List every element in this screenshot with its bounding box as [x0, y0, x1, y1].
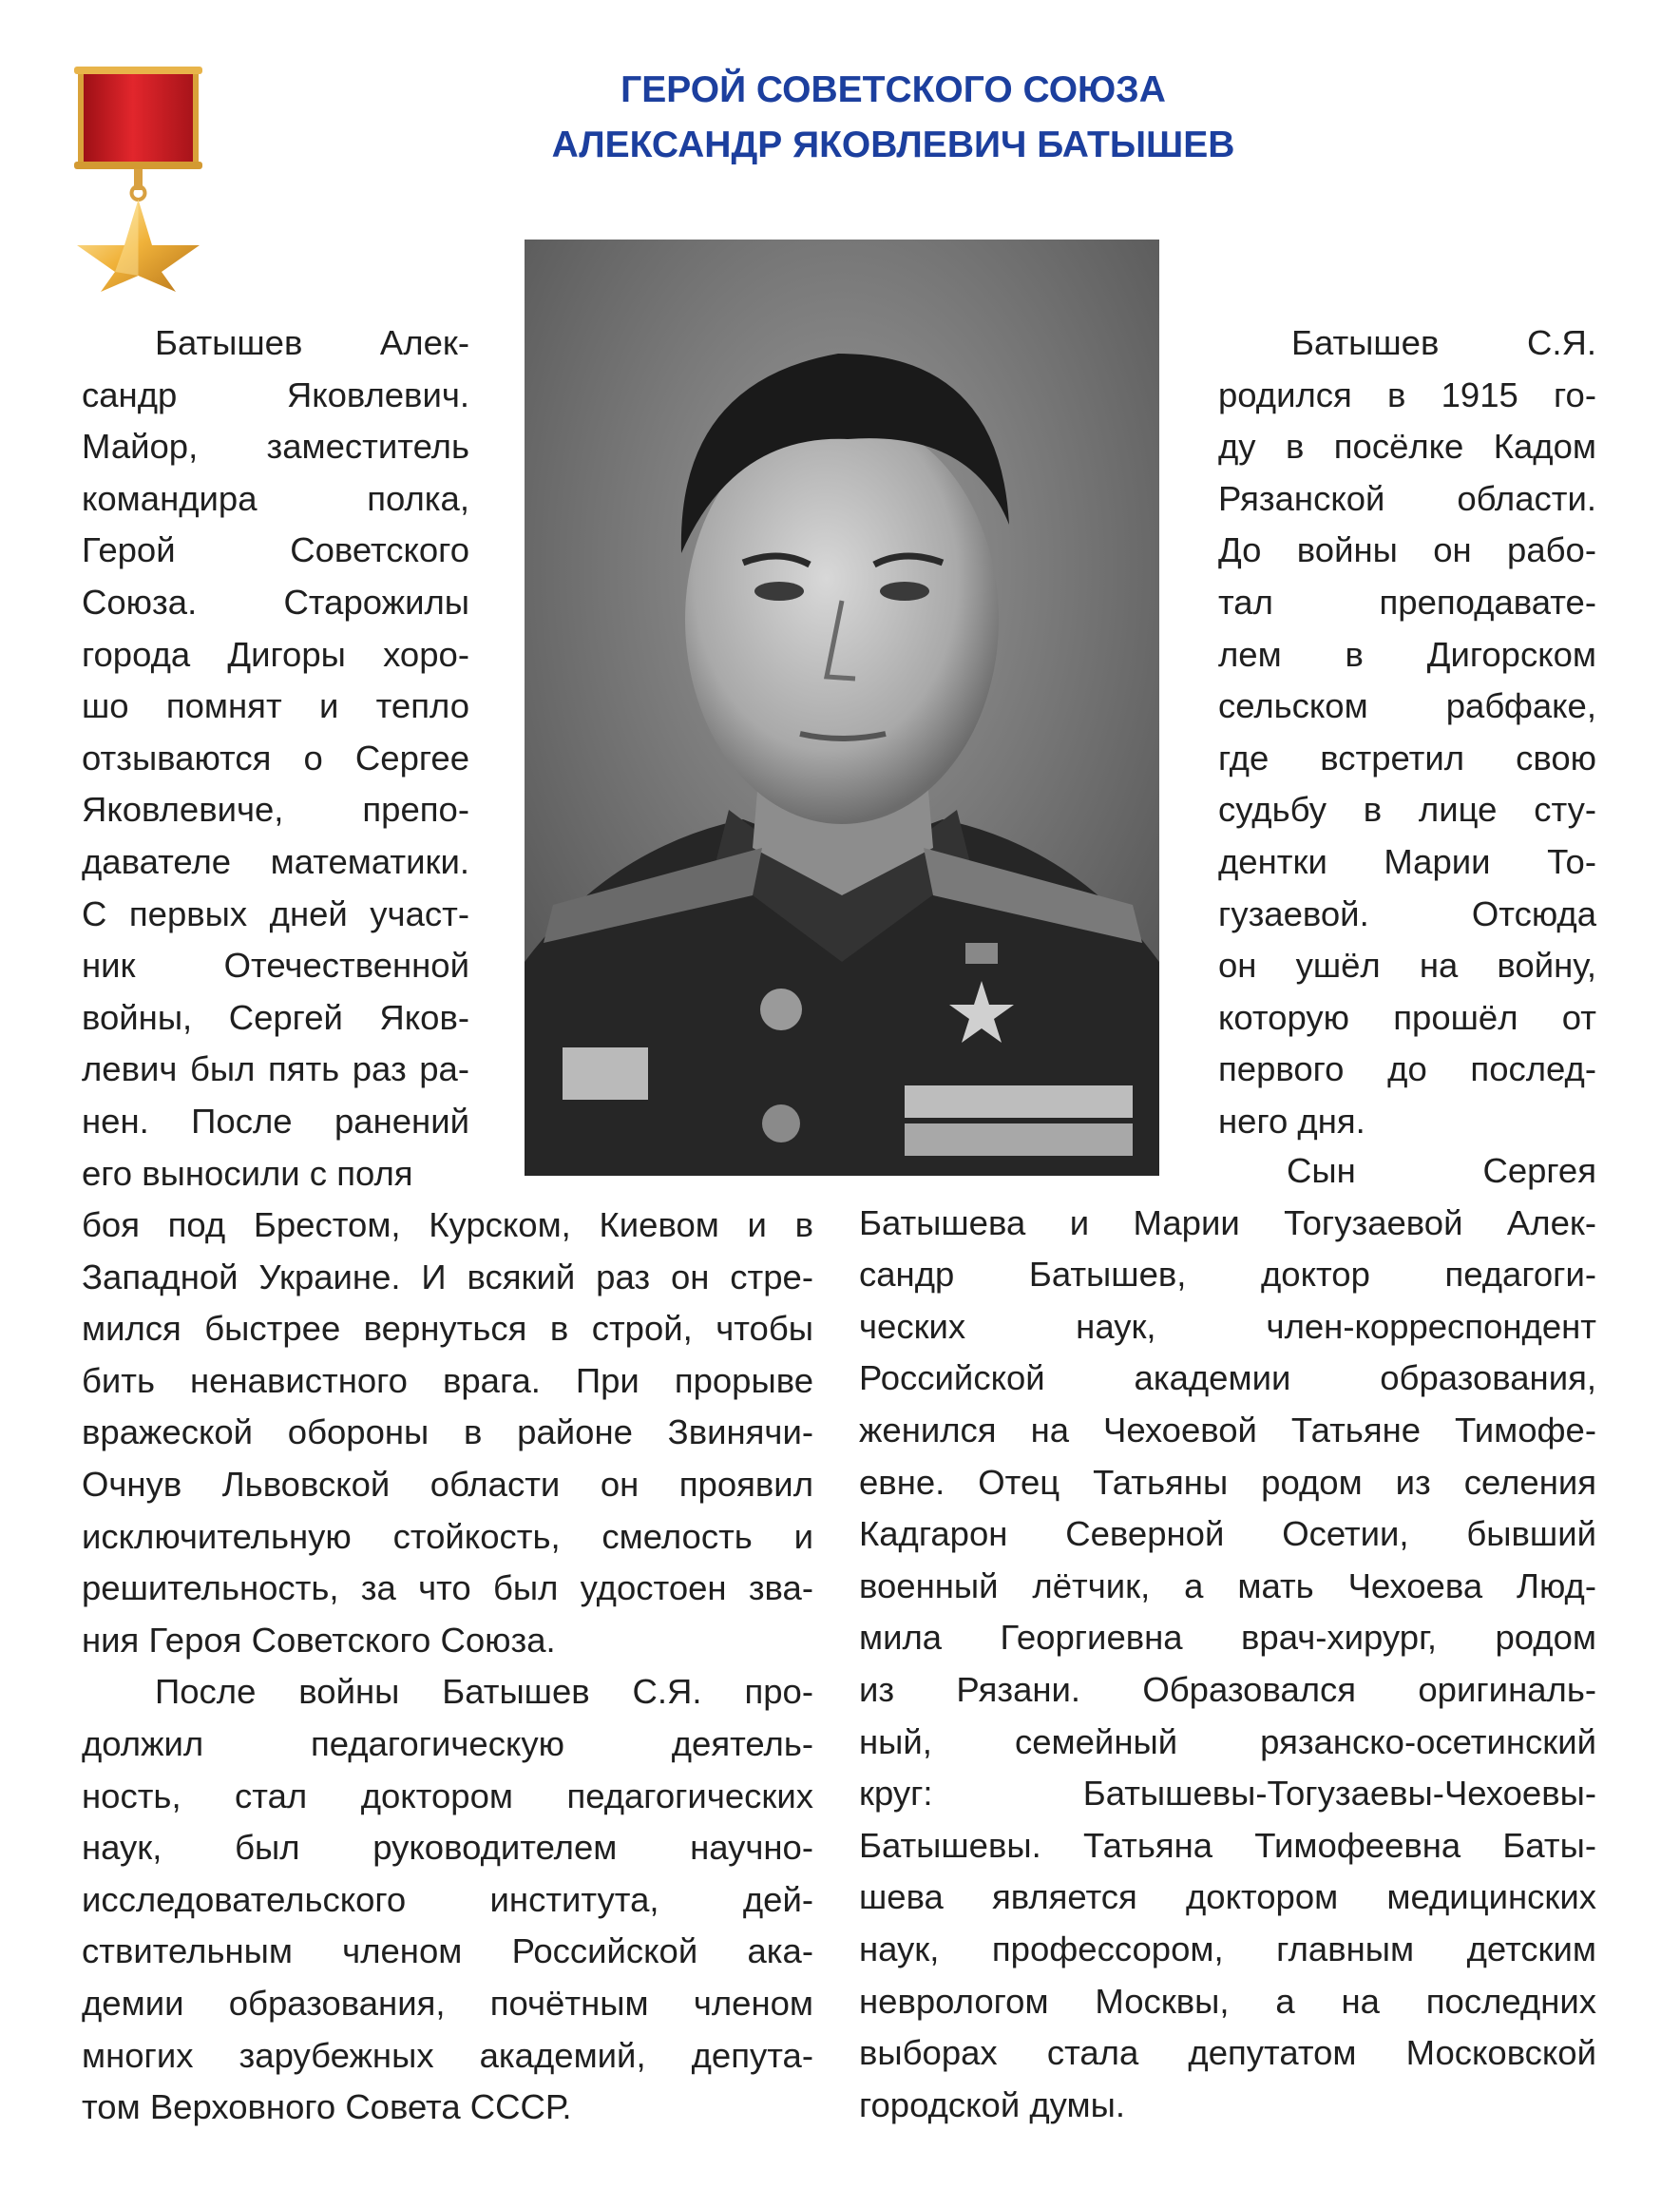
text-line: ния Героя Советского Союза.: [82, 1620, 556, 1660]
text-line: ный, семейный рязанско-осетинский: [859, 1721, 1596, 1761]
text-line: женился на Чехоевой Татьяне Тимофе-: [859, 1410, 1596, 1450]
text-line: войны, Сергей Яков-: [82, 997, 469, 1037]
text-line: Батышев С.Я.: [1291, 323, 1596, 362]
text-line: исследовательского института, дей-: [82, 1879, 813, 1919]
text-line: должил педагогическую деятель-: [82, 1723, 813, 1763]
text-line: сандр Яковлевич.: [82, 374, 469, 414]
text-line: Батышева и Марии Тогузаевой Алек-: [859, 1202, 1596, 1242]
text-line: отзываются о Сергее: [82, 738, 469, 778]
text-line: Очнув Львовской области он проявил: [82, 1464, 813, 1504]
text-line: лем в Дигорском: [1218, 634, 1596, 674]
text-line: шо помнят и тепло: [82, 686, 469, 726]
text-line: нен. После ранений: [82, 1101, 469, 1141]
hero-gold-star-medal-icon: [74, 59, 202, 292]
text-line: круг: Батышевы-Тогузаевы-Чехоевы-: [859, 1774, 1596, 1814]
text-line: ческих наук, член-корреспондент: [859, 1306, 1596, 1346]
right-column-top: [1218, 317, 1596, 1148]
left-column-top: [82, 317, 469, 1200]
text-line: решительность, за что был удостоен зва-: [82, 1568, 813, 1608]
text-line: вражеской обороны в районе Звинячи-: [82, 1412, 813, 1452]
title-line-1: ГЕРОЙ СОВЕТСКОГО СОЮЗА: [620, 69, 1166, 110]
text-line: из Рязани. Образовался оригиналь-: [859, 1669, 1596, 1709]
page-title: [418, 63, 1368, 173]
text-line: Союза. Старожилы: [82, 582, 469, 622]
text-line: Западной Украине. И всякий раз он стре-: [82, 1257, 813, 1296]
text-line: Батышевы. Татьяна Тимофеевна Баты-: [859, 1825, 1596, 1865]
text-line: ствительным членом Российской ака-: [82, 1931, 813, 1971]
text-line: том Верховного Совета СССР.: [82, 2087, 572, 2127]
text-line: военный лётчик, а мать Чехоева Люд-: [859, 1565, 1596, 1605]
text-line: шева является доктором медицинских: [859, 1877, 1596, 1917]
text-line: городской думы.: [859, 2084, 1125, 2124]
text-line: С первых дней участ-: [82, 893, 469, 933]
text-line: командира полка,: [82, 478, 469, 518]
right-column-bottom: [859, 1145, 1596, 2131]
left-column-bottom: [82, 1200, 813, 2134]
text-line: ник Отечественной: [82, 946, 469, 986]
text-line: судьбу в лице сту-: [1218, 790, 1596, 830]
text-line: наук, был руководителем научно-: [82, 1828, 813, 1868]
title-line-2: АЛЕКСАНДР ЯКОВЛЕВИЧ БАТЫШЕВ: [551, 125, 1235, 165]
text-line: Сын Сергея: [1287, 1151, 1596, 1190]
text-line: Рязанской области.: [1218, 478, 1596, 518]
text-line: наук, профессором, главным детским: [859, 1929, 1596, 1968]
text-line: первого до послед-: [1218, 1049, 1596, 1089]
text-line: его выносили с поля: [82, 1153, 413, 1193]
text-line: ду в посёлке Кадом: [1218, 427, 1596, 467]
text-line: давателе математики.: [82, 841, 469, 881]
text-line: Кадгарон Северной Осетии, бывший: [859, 1514, 1596, 1554]
text-line: евне. Отец Татьяны родом из селения: [859, 1462, 1596, 1502]
text-line: Майор, заместитель: [82, 427, 469, 467]
text-line: выборах стала депутатом Московской: [859, 2033, 1596, 2073]
text-line: До войны он рабо-: [1218, 530, 1596, 570]
text-line: После войны Батышев С.Я. про-: [155, 1672, 813, 1712]
text-line: Батышев Алек-: [155, 323, 469, 362]
text-line: Российской академии образования,: [859, 1358, 1596, 1398]
text-line: Герой Советского: [82, 530, 469, 570]
text-line: тал преподавате-: [1218, 582, 1596, 622]
text-line: которую прошёл от: [1218, 997, 1596, 1037]
text-line: сельском рабфаке,: [1218, 686, 1596, 726]
text-line: многих зарубежных академий, депута-: [82, 2035, 813, 2075]
text-line: города Дигоры хоро-: [82, 634, 469, 674]
text-line: он ушёл на войну,: [1218, 946, 1596, 986]
text-line: где встретил свою: [1218, 738, 1596, 778]
text-line: мился быстрее вернуться в строй, чтобы: [82, 1309, 813, 1349]
portrait-photo: [525, 240, 1159, 1176]
text-line: гузаевой. Отсюда: [1218, 893, 1596, 933]
text-line: сандр Батышев, доктор педагоги-: [859, 1255, 1596, 1295]
text-line: дентки Марии То-: [1218, 841, 1596, 881]
text-line: неврологом Москвы, а на последних: [859, 1981, 1596, 2021]
text-line: мила Георгиевна врач-хирург, родом: [859, 1618, 1596, 1658]
text-line: него дня.: [1218, 1101, 1365, 1141]
text-line: исключительную стойкость, смелость и: [82, 1516, 813, 1556]
text-line: левич был пять раз ра-: [82, 1049, 469, 1089]
text-line: родился в 1915 го-: [1218, 374, 1596, 414]
text-line: демии образования, почётным членом: [82, 1983, 813, 2023]
text-line: боя под Брестом, Курском, Киевом и в: [82, 1205, 813, 1244]
text-line: бить ненавистного врага. При прорыве: [82, 1360, 813, 1400]
text-line: Яковлевиче, препо-: [82, 790, 469, 830]
text-line: ность, стал доктором педагогических: [82, 1776, 813, 1815]
